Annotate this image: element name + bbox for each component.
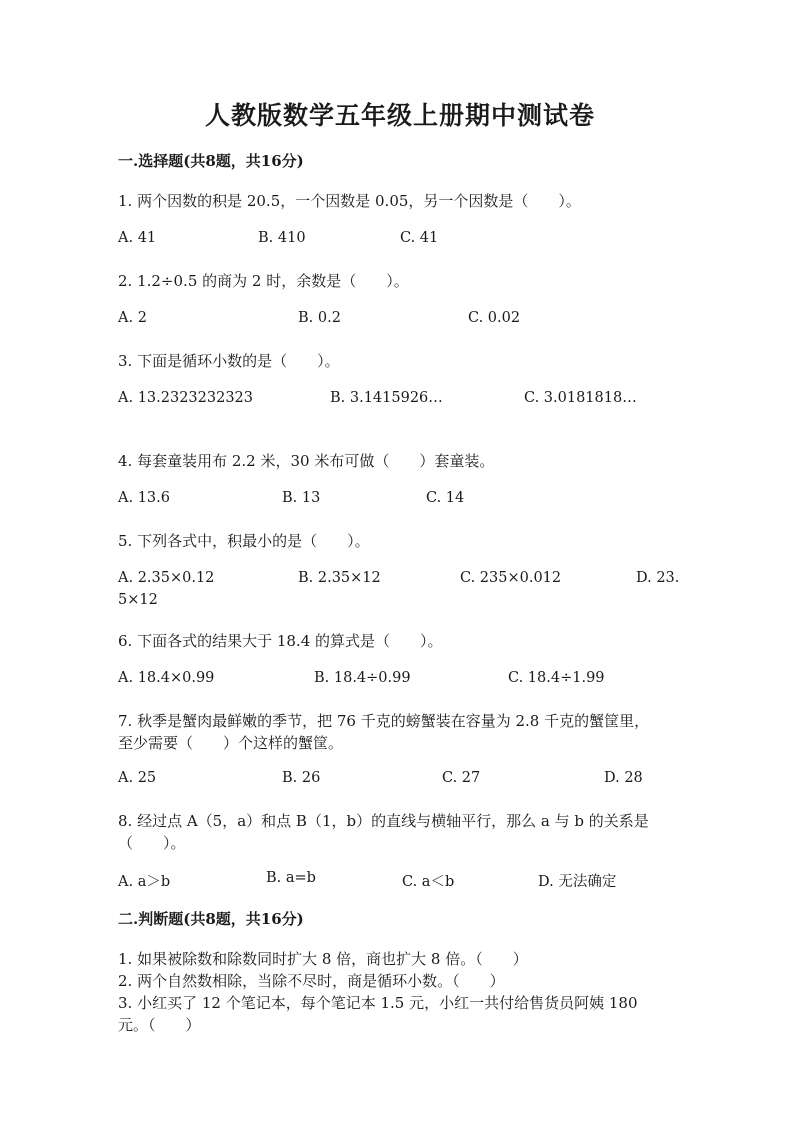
question-7-option-d: D. 28 — [604, 770, 643, 786]
question-6-option-a: A. 18.4×0.99 — [118, 670, 215, 686]
question-6-stem: 6. 下面各式的结果大于 18.4 的算式是（ ）。 — [118, 632, 443, 650]
question-5-option-d-continued: 5×12 — [118, 592, 158, 608]
question-4-option-c: C. 14 — [426, 490, 465, 506]
question-4-option-a: A. 13.6 — [118, 490, 170, 506]
question-7-option-a: A. 25 — [118, 770, 157, 786]
question-1-option-b: B. 410 — [258, 230, 306, 246]
question-5-option-c: C. 235×0.012 — [460, 570, 562, 586]
question-7-stem-line2: 至少需要（ ）个这样的蟹筐。 — [118, 734, 344, 752]
judgment-item-2: 2. 两个自然数相除，当除不尽时，商是循环小数。（ ） — [118, 972, 505, 990]
question-3-stem: 3. 下面是循环小数的是（ ）。 — [118, 352, 340, 370]
question-3-option-c: C. 3.0181818… — [524, 390, 637, 406]
question-3-option-a: A. 13.2323232323 — [118, 390, 254, 406]
question-4-stem: 4. 每套童装用布 2.2 米，30 米布可做（ ）套童装。 — [118, 452, 495, 470]
question-1-option-c: C. 41 — [400, 230, 439, 246]
question-8-stem-line2: （ ）。 — [118, 834, 186, 852]
question-5-option-b: B. 2.35×12 — [298, 570, 381, 586]
question-2-option-b: B. 0.2 — [298, 310, 341, 326]
section-heading-judgment: 二.判断题(共8题，共16分) — [118, 910, 304, 928]
question-3-option-b: B. 3.1415926… — [330, 390, 443, 406]
judgment-item-3-continued: 元。（ ） — [118, 1016, 201, 1034]
question-1-option-a: A. 41 — [118, 230, 157, 246]
question-1-stem: 1. 两个因数的积是 20.5，一个因数是 0.05，另一个因数是（ ）。 — [118, 192, 581, 210]
question-8-option-a: A. a＞b — [118, 874, 171, 890]
question-5-stem: 5. 下列各式中，积最小的是（ ）。 — [118, 532, 370, 550]
question-8-stem-line1: 8. 经过点 A（5，a）和点 B（1，b）的直线与横轴平行，那么 a 与 b 的关系是 — [118, 812, 649, 830]
judgment-item-1: 1. 如果被除数和除数同时扩大 8 倍，商也扩大 8 倍。（ ） — [118, 950, 528, 968]
question-5-option-d: D. 23. — [636, 570, 680, 586]
page-title: 人教版数学五年级上册期中测试卷 — [204, 101, 595, 130]
question-8-option-d: D. 无法确定 — [538, 874, 617, 890]
question-2-option-a: A. 2 — [118, 310, 147, 326]
question-6-option-c: C. 18.4÷1.99 — [508, 670, 605, 686]
question-8-option-b: B. a=b — [266, 870, 316, 886]
question-7-option-b: B. 26 — [282, 770, 321, 786]
question-2-option-c: C. 0.02 — [468, 310, 521, 326]
question-8-option-c: C. a＜b — [402, 874, 455, 890]
question-7-option-c: C. 27 — [442, 770, 481, 786]
question-6-option-b: B. 18.4÷0.99 — [314, 670, 411, 686]
section-heading-choice: 一.选择题(共8题，共16分) — [118, 152, 304, 170]
question-7-stem-line1: 7. 秋季是蟹肉最鲜嫩的季节，把 76 千克的螃蟹装在容量为 2.8 千克的蟹筐里， — [118, 712, 650, 730]
judgment-item-3: 3. 小红买了 12 个笔记本，每个笔记本 1.5 元，小红一共付给售货员阿姨 180 — [118, 994, 638, 1012]
question-2-stem: 2. 1.2÷0.5 的商为 2 时，余数是（ ）。 — [118, 272, 409, 290]
question-4-option-b: B. 13 — [282, 490, 321, 506]
question-5-option-a: A. 2.35×0.12 — [118, 570, 215, 586]
